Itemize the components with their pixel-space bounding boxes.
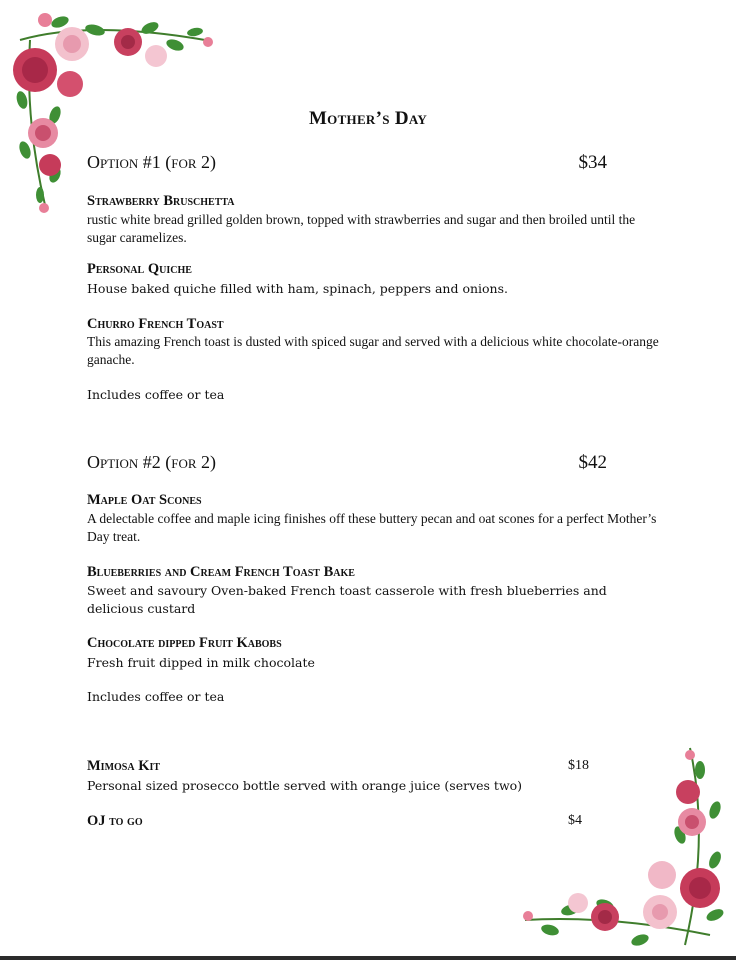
item-title: Maple Oat Scones <box>87 492 202 508</box>
includes-note: Includes coffee or tea <box>87 387 225 402</box>
page-title: Mother’s Day <box>308 108 428 129</box>
item-description: Sweet and savoury Oven-baked French toast casserole with fresh blueberries and delicious custard <box>87 583 607 616</box>
item-title: Personal Quiche <box>87 261 192 277</box>
item-price: $18 <box>568 758 589 773</box>
item-description: Fresh fruit dipped in milk chocolate <box>87 655 315 670</box>
bottom-edge-rule <box>0 956 736 960</box>
item-title: Blueberries and Cream French Toast Bake <box>87 564 355 580</box>
option-2-price: $42 <box>578 452 607 473</box>
item-title: Strawberry Bruschetta <box>87 193 235 209</box>
item-description: Personal sized prosecco bottle served with orange juice (serves two) <box>87 778 523 793</box>
floral-corner-bottom-right <box>510 740 736 960</box>
includes-note: Includes coffee or tea <box>87 689 225 704</box>
item-title: Chocolate dipped Fruit Kabobs <box>87 635 282 651</box>
option-1-price: $34 <box>578 152 607 173</box>
item-description: A delectable coffee and maple icing finishes off these buttery pecan and oat scones for a perfect Mother’s Day treat. <box>87 511 657 544</box>
item-title: OJ to go <box>87 813 143 829</box>
option-1-label: Option #1 (for 2) <box>87 152 217 172</box>
item-title: Churro French Toast <box>87 316 224 332</box>
option-2-label: Option #2 (for 2) <box>87 452 217 472</box>
item-price: $4 <box>568 813 582 828</box>
item-description: rustic white bread grilled golden brown, topped with strawberries and sugar and then broiled until the sugar caramelizes. <box>87 212 636 245</box>
item-description: This amazing French toast is dusted with spiced sugar and served with a delicious white chocolate-orange ganache. <box>87 334 659 367</box>
item-title: Mimosa Kit <box>87 758 161 774</box>
option-1-header <box>87 152 607 173</box>
item-description: House baked quiche filled with ham, spinach, peppers and onions. <box>87 281 508 296</box>
option-2-header <box>87 452 607 473</box>
